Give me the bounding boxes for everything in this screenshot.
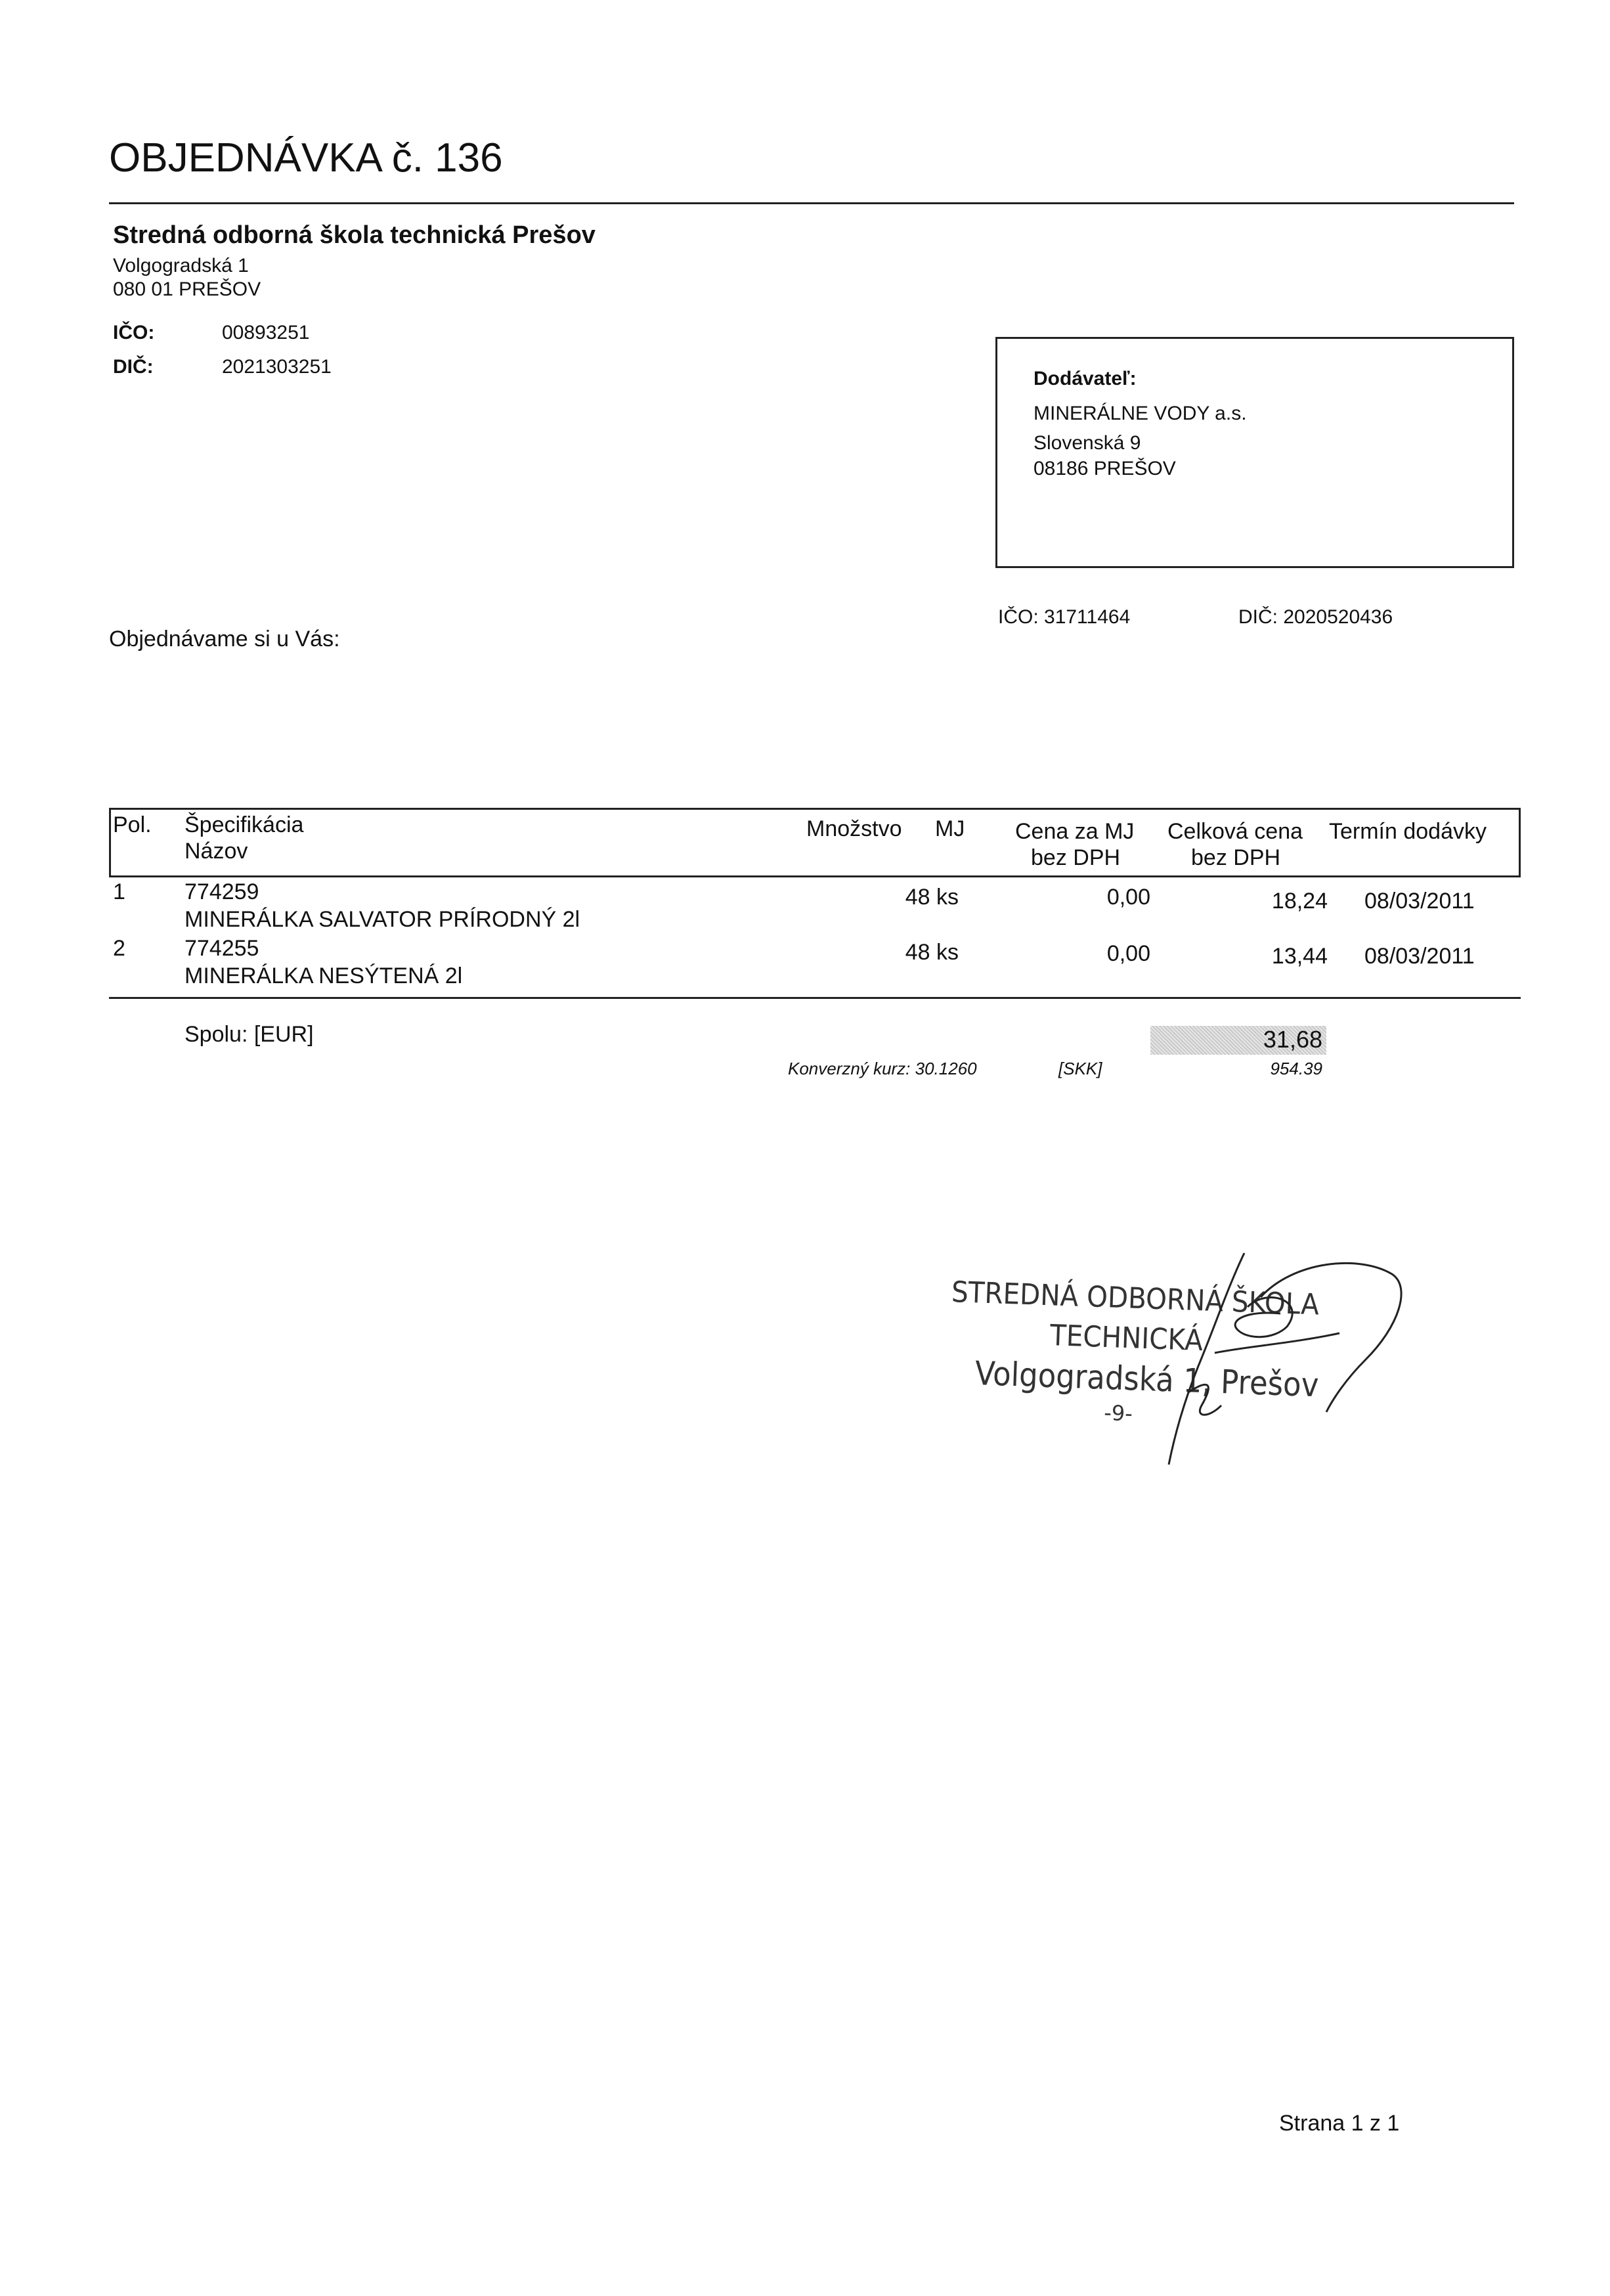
header-unit: MJ bbox=[935, 816, 965, 841]
row1-name: MINERÁLKA SALVATOR PRÍRODNÝ 2l bbox=[185, 907, 580, 932]
supplier-name: MINERÁLNE VODY a.s. bbox=[1033, 403, 1247, 424]
header-unit-price-sub: bez DPH bbox=[1031, 845, 1121, 870]
conversion-rate: Konverzný kurz: 30.1260 bbox=[788, 1059, 977, 1078]
row2-code: 774255 bbox=[185, 936, 259, 961]
row2-total: 13,44 bbox=[1271, 944, 1328, 969]
total-label: Spolu: [EUR] bbox=[185, 1022, 314, 1047]
school-stamp bbox=[939, 1248, 1425, 1471]
table-bottom-rule bbox=[109, 997, 1521, 999]
row2-unit-price: 0,00 bbox=[1106, 941, 1150, 966]
page-number: Strana 1 z 1 bbox=[1279, 2111, 1400, 2136]
stamp-line1: STREDNÁ ODBORNÁ ŠKOLA bbox=[951, 1275, 1320, 1322]
document-title: OBJEDNÁVKA č. 136 bbox=[109, 135, 503, 181]
row1-code: 774259 bbox=[185, 879, 259, 904]
supplier-heading: Dodávateľ: bbox=[1033, 368, 1137, 389]
buyer-city: 080 01 PREŠOV bbox=[113, 278, 261, 300]
buyer-ico: 00893251 bbox=[222, 322, 310, 343]
row1-delivery: 08/03/2011 bbox=[1364, 889, 1475, 914]
row1-qty: 48 ks bbox=[905, 885, 959, 910]
row1-pol: 1 bbox=[113, 879, 125, 904]
header-name: Názov bbox=[185, 839, 248, 864]
buyer-street: Volgogradská 1 bbox=[113, 255, 249, 276]
supplier-city: 08186 PREŠOV bbox=[1033, 458, 1176, 479]
row2-pol: 2 bbox=[113, 936, 125, 961]
row2-name: MINERÁLKA NESÝTENÁ 2l bbox=[185, 963, 463, 988]
header-total: Celková cena bbox=[1167, 819, 1303, 844]
stamp-line4: -9- bbox=[1103, 1400, 1133, 1426]
stamp-line3: Volgogradská 1, Prešov bbox=[974, 1354, 1320, 1405]
row1-total: 18,24 bbox=[1271, 889, 1328, 914]
row2-qty: 48 ks bbox=[905, 940, 959, 965]
header-spec: Špecifikácia bbox=[185, 812, 304, 837]
header-unit-price: Cena za MJ bbox=[1015, 819, 1135, 844]
header-total-sub: bez DPH bbox=[1191, 845, 1281, 870]
signature-icon bbox=[939, 1248, 1425, 1471]
buyer-dic: 2021303251 bbox=[222, 356, 332, 378]
header-pol: Pol. bbox=[113, 812, 152, 837]
total-skk: 954.39 bbox=[1270, 1059, 1322, 1078]
supplier-dic: DIČ: 2020520436 bbox=[1238, 606, 1393, 628]
stamp-line2: TECHNICKÁ bbox=[1049, 1319, 1204, 1358]
header-qty: Množstvo bbox=[806, 816, 902, 841]
supplier-street: Slovenská 9 bbox=[1033, 432, 1141, 454]
buyer-name: Stredná odborná škola technická Prešov bbox=[113, 221, 596, 249]
header-delivery: Termín dodávky bbox=[1329, 819, 1487, 844]
currency-skk: [SKK] bbox=[1058, 1059, 1102, 1078]
row2-delivery: 08/03/2011 bbox=[1364, 944, 1475, 969]
buyer-ico-label: IČO: bbox=[113, 322, 155, 343]
buyer-dic-label: DIČ: bbox=[113, 356, 154, 378]
title-divider bbox=[109, 202, 1514, 204]
total-eur: 31,68 bbox=[1263, 1026, 1322, 1053]
order-intro: Objednávame si u Vás: bbox=[109, 627, 340, 651]
supplier-ico: IČO: 31711464 bbox=[998, 606, 1131, 628]
row1-unit-price: 0,00 bbox=[1106, 885, 1150, 910]
